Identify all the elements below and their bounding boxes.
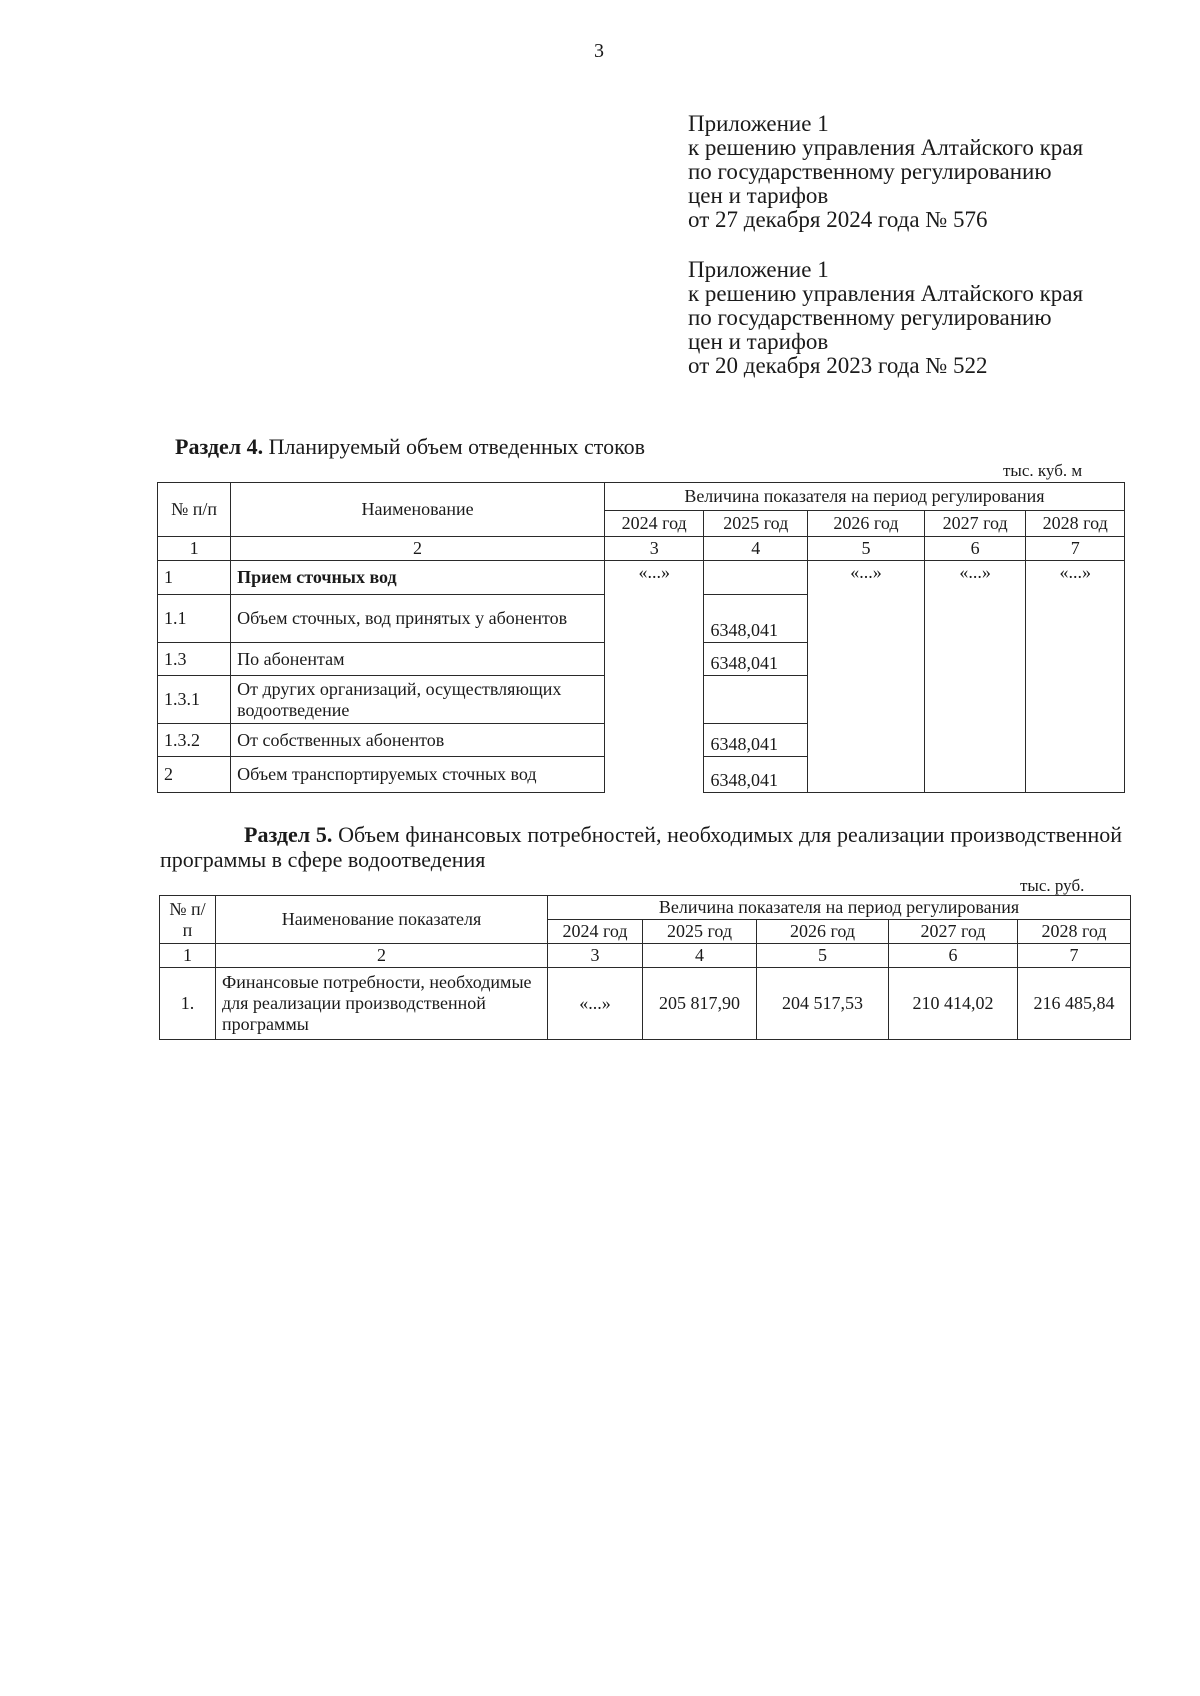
row-num: 1. bbox=[160, 968, 216, 1040]
cell-2025 bbox=[704, 676, 808, 724]
header-num: № п/п bbox=[160, 896, 216, 944]
cell-2025: 6348,041 bbox=[704, 757, 808, 793]
annex-line: к решению управления Алтайского края bbox=[688, 281, 1084, 306]
row-num: 1.3 bbox=[158, 643, 231, 676]
annex-line: от 20 декабря 2023 года № 522 bbox=[688, 353, 988, 378]
cell-2025: 205 817,90 bbox=[643, 968, 757, 1040]
row-num: 1 bbox=[158, 561, 231, 595]
header-year: 2025 год bbox=[704, 511, 808, 537]
section4-title bbox=[175, 434, 645, 460]
section5-title-bold: Раздел 5. bbox=[244, 822, 333, 847]
header-year: 2026 год bbox=[808, 511, 925, 537]
section5-title bbox=[160, 822, 1122, 872]
row-name: От других организаций, осуществляющих водоотведение bbox=[231, 676, 605, 724]
page-number: 3 bbox=[594, 40, 604, 62]
row-name: Финансовые потребности, необходимые для реализации производственной программы bbox=[216, 968, 548, 1040]
cell-2025: 6348,041 bbox=[704, 643, 808, 676]
cell-2026: «...» bbox=[808, 561, 925, 793]
annex-block-previous bbox=[688, 258, 1083, 378]
header-year: 2025 год bbox=[643, 920, 757, 944]
col-number: 6 bbox=[889, 944, 1018, 968]
col-number: 6 bbox=[924, 537, 1026, 561]
col-number: 7 bbox=[1026, 537, 1125, 561]
header-name: Наименование показателя bbox=[216, 896, 548, 944]
section5-title-text: Объем финансовых потребностей, необходимых для реализации производственной программы в сфере водоотведения bbox=[160, 822, 1122, 872]
header-year: 2028 год bbox=[1026, 511, 1125, 537]
cell-2025 bbox=[704, 561, 808, 595]
section4-unit: тыс. куб. м bbox=[1003, 461, 1083, 480]
row-num: 1.3.2 bbox=[158, 724, 231, 757]
header-num: № п/п bbox=[158, 483, 231, 537]
row-name: Объем сточных, вод принятых у абонентов bbox=[231, 595, 605, 643]
col-number: 3 bbox=[604, 537, 704, 561]
col-number: 1 bbox=[158, 537, 231, 561]
cell-2024: «...» bbox=[548, 968, 643, 1040]
col-number: 3 bbox=[548, 944, 643, 968]
cell-2026: 204 517,53 bbox=[757, 968, 889, 1040]
annex-line: цен и тарифов bbox=[688, 329, 829, 354]
col-number: 4 bbox=[643, 944, 757, 968]
col-number: 5 bbox=[757, 944, 889, 968]
annex-line: к решению управления Алтайского края bbox=[688, 135, 1084, 160]
cell-2028: «...» bbox=[1026, 561, 1125, 793]
row-name: Объем транспортируемых сточных вод bbox=[231, 757, 605, 793]
annex-line: по государственному регулированию bbox=[688, 305, 1052, 330]
cell-2024: «...» bbox=[604, 561, 704, 793]
col-number: 2 bbox=[216, 944, 548, 968]
row-name: От собственных абонентов bbox=[231, 724, 605, 757]
cell-2027: 210 414,02 bbox=[889, 968, 1018, 1040]
cell-2025: 6348,041 bbox=[704, 595, 808, 643]
col-number: 7 bbox=[1018, 944, 1131, 968]
col-number: 1 bbox=[160, 944, 216, 968]
cell-2027: «...» bbox=[924, 561, 1026, 793]
header-year: 2027 год bbox=[924, 511, 1026, 537]
header-year: 2028 год bbox=[1018, 920, 1131, 944]
row-name: По абонентам bbox=[231, 643, 605, 676]
col-number: 2 bbox=[231, 537, 605, 561]
header-year: 2026 год bbox=[757, 920, 889, 944]
row-num: 1.1 bbox=[158, 595, 231, 643]
section5-table bbox=[159, 895, 1131, 1040]
annex-line: от 27 декабря 2024 года № 576 bbox=[688, 207, 988, 232]
col-number: 4 bbox=[704, 537, 808, 561]
annex-line: по государственному регулированию bbox=[688, 159, 1052, 184]
table-row bbox=[160, 968, 1131, 1040]
header-year: 2024 год bbox=[548, 920, 643, 944]
header-period-group: Величина показателя на период регулирования bbox=[548, 896, 1131, 920]
row-num: 1.3.1 bbox=[158, 676, 231, 724]
header-year: 2024 год bbox=[604, 511, 704, 537]
row-name: Прием сточных вод bbox=[231, 561, 605, 595]
header-year: 2027 год bbox=[889, 920, 1018, 944]
section5-unit: тыс. руб. bbox=[1020, 876, 1085, 895]
section4-table bbox=[157, 482, 1125, 793]
section4-title-bold: Раздел 4. bbox=[175, 434, 264, 459]
annex-block-current bbox=[688, 112, 1083, 232]
cell-2028: 216 485,84 bbox=[1018, 968, 1131, 1040]
table-row bbox=[158, 561, 1125, 595]
header-period-group: Величина показателя на период регулирования bbox=[604, 483, 1124, 511]
section4-title-text: Планируемый объем отведенных стоков bbox=[263, 434, 646, 459]
cell-2025: 6348,041 bbox=[704, 724, 808, 757]
header-name: Наименование bbox=[231, 483, 605, 537]
annex-line: Приложение 1 bbox=[688, 257, 829, 282]
annex-line: Приложение 1 bbox=[688, 111, 829, 136]
annex-line: цен и тарифов bbox=[688, 183, 829, 208]
row-num: 2 bbox=[158, 757, 231, 793]
col-number: 5 bbox=[808, 537, 925, 561]
